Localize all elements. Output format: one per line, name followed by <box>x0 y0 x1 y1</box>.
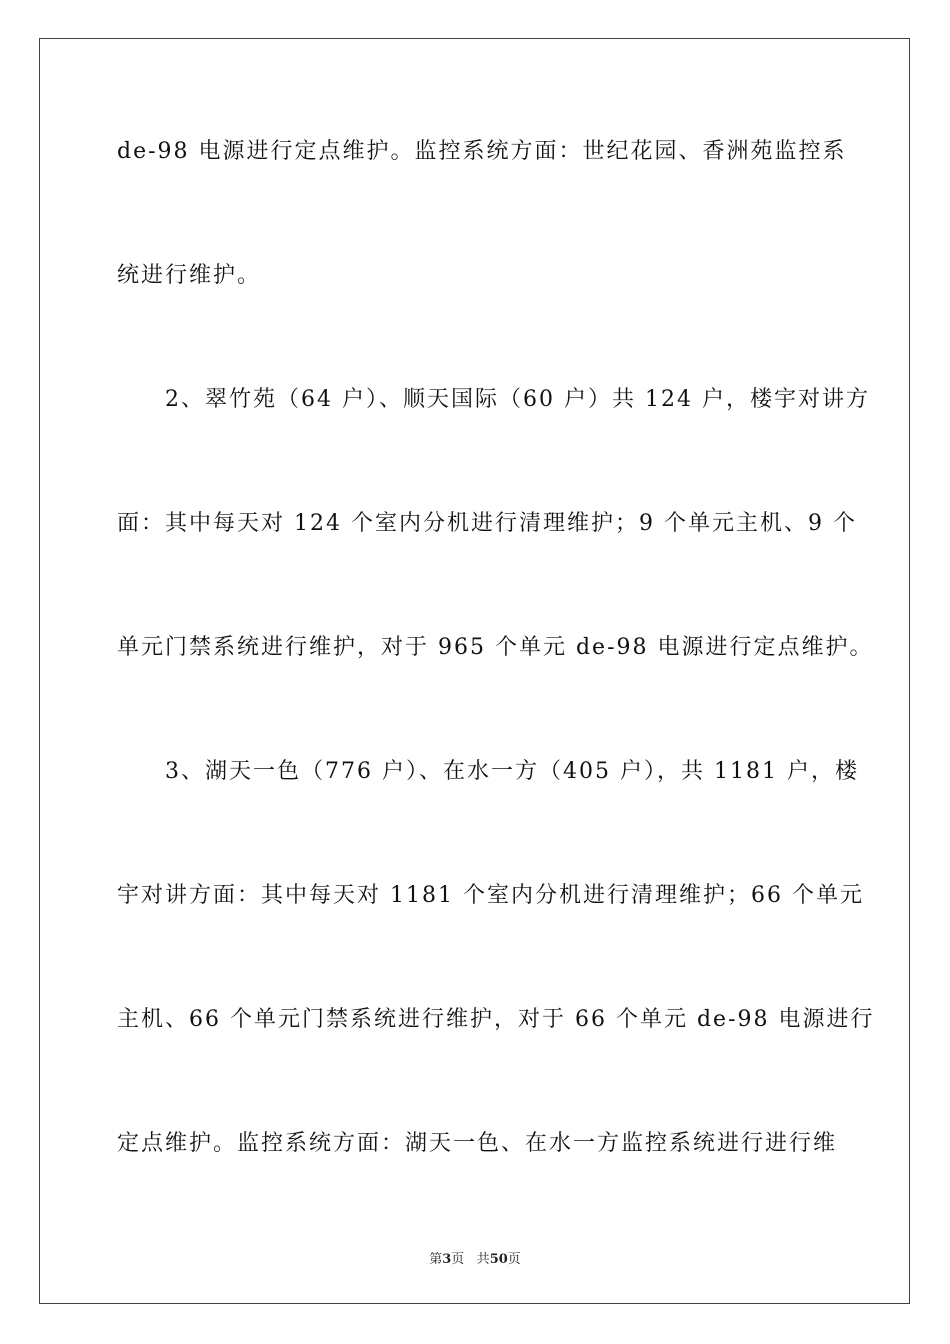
footer-total-prefix: 共 <box>476 1252 490 1267</box>
text-line: 主机、66 个单元门禁系统进行维护，对于 66 个单元 de-98 电源进行 <box>117 1007 875 1032</box>
footer-total-pages: 50 <box>489 1252 508 1267</box>
page-footer <box>0 1248 950 1267</box>
text-line: 面：其中每天对 124 个室内分机进行清理维护；9 个单元主机、9 个 <box>117 511 857 536</box>
text-line: 2、翠竹苑（64 户）、顺天国际（60 户）共 124 户，楼宇对讲方 <box>117 387 870 412</box>
text-line: 宇对讲方面：其中每天对 1181 个室内分机进行清理维护；66 个单元 <box>117 883 864 908</box>
text-line: 3、湖天一色（776 户）、在水一方（405 户），共 1181 户，楼 <box>117 759 859 784</box>
text-line: 单元门禁系统进行维护，对于 965 个单元 de-98 电源进行定点维护。 <box>117 635 874 660</box>
document-body <box>117 122 875 1238</box>
footer-prefix: 第 <box>429 1252 443 1267</box>
footer-page-suffix: 页 <box>451 1252 465 1267</box>
text-line: de-98 电源进行定点维护。监控系统方面：世纪花园、香洲苑监控系 <box>117 139 847 164</box>
footer-total-suffix: 页 <box>507 1252 521 1267</box>
text-line: 定点维护。监控系统方面：湖天一色、在水一方监控系统进行进行维 <box>117 1131 838 1156</box>
text-line: 统进行维护。 <box>117 263 262 288</box>
footer-page-number: 3 <box>442 1252 452 1267</box>
